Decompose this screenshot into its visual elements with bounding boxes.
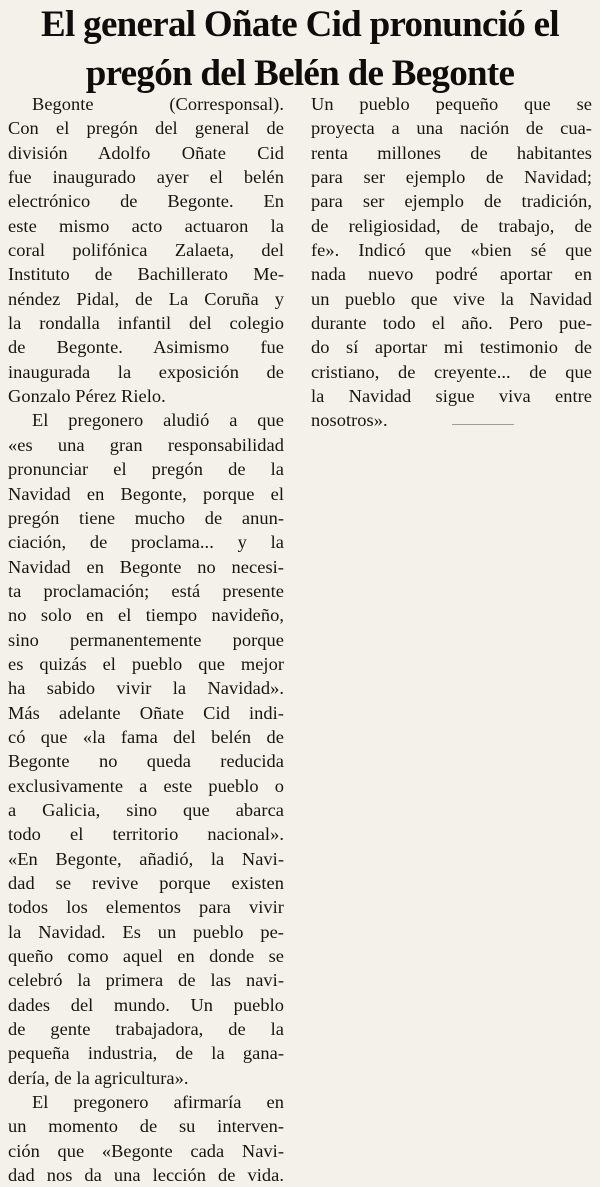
article-text-line: pregón tiene mucho de anun-	[8, 507, 284, 528]
article-text-line: do sí aportar mi testimonio de	[311, 337, 592, 358]
article-text-line: nosotros».	[311, 410, 388, 431]
article-text-line: coral polifónica Zalaeta, del	[8, 240, 284, 261]
article-text-line: ha sabido vivir la Navidad».	[8, 678, 284, 699]
article-text-line: la Navidad. Es un pueblo pe-	[8, 921, 284, 942]
article-text-line: pronunciar el pregón de la	[8, 459, 284, 480]
article-text-line: Begonte no queda reducida	[8, 751, 284, 772]
article-text-line: El pregonero afirmaría en	[32, 1092, 284, 1113]
article-text-line: renta millones de habitantes	[311, 142, 592, 163]
article-text-line: ciación, de proclama... y la	[8, 532, 284, 553]
article-text-line: queño como aquel en donde se	[8, 946, 284, 967]
article-text-line: có que «la fama del belén de	[8, 726, 284, 747]
article-text-line: todo el territorio nacional».	[8, 824, 284, 845]
article-text-line: un pueblo que vive la Navidad	[311, 288, 592, 309]
article-text-line: Con el pregón del general de	[8, 118, 284, 139]
article-text-line: proyecta a una nación de cua-	[311, 118, 592, 139]
article-text-line: pequeña industria, de la gana-	[8, 1043, 284, 1064]
article-text-line: para ser ejemplo de Navidad;	[311, 167, 592, 188]
article-text-line: no solo en el tiempo navideño,	[8, 605, 284, 626]
article-text-line: todos los elementos para vivir	[8, 897, 284, 918]
article-text-line: Más adelante Oñate Cid indi-	[8, 702, 284, 723]
article-text-line: Gonzalo Pérez Rielo.	[8, 386, 166, 407]
article-text-line: sino permanentemente porque	[8, 629, 284, 650]
article-text-line: «es una gran responsabilidad	[8, 434, 284, 455]
article-text-line: ta proclamación; está presente	[8, 580, 284, 601]
article-text-line: Instituto de Bachillerato Me-	[8, 264, 284, 285]
article-text-line: la Navidad sigue viva entre	[311, 386, 592, 407]
article-text-line: Un pueblo pequeño que se	[311, 94, 592, 114]
article-text-line: un momento de su interven-	[8, 1116, 284, 1137]
article-text-line: de religiosidad, de trabajo, de	[311, 215, 592, 236]
article-text-line: este mismo acto actuaron la	[8, 215, 284, 236]
headline-line-1: El general Oñate Cid pronunció el	[41, 4, 559, 45]
article-text-line: Navidad en Begonte, porque el	[8, 483, 284, 504]
article-text-line: la rondalla infantil del colegio	[8, 313, 284, 334]
article-text-line: de gente trabajadora, de la	[8, 1019, 284, 1040]
article-text-line: néndez Pidal, de La Coruña y	[8, 288, 284, 309]
article-text-line: inaugurada la exposición de	[8, 361, 284, 382]
article-headline	[0, 0, 600, 98]
article-text-line: a Galicia, sino que abarca	[8, 799, 284, 820]
article-column-right	[311, 92, 592, 433]
article-text-line: de Begonte. Asimismo fue	[8, 337, 284, 358]
article-text-line: dería, de la agricultura».	[8, 1067, 189, 1088]
article-text-line: exclusivamente a este pueblo o	[8, 775, 284, 796]
article-text-line: para ser ejemplo de tradición,	[311, 191, 592, 212]
article-text-line: división Adolfo Oñate Cid	[8, 142, 284, 163]
article-text-line: nada nuevo podré aportar en	[311, 264, 592, 285]
article-column-left	[8, 92, 284, 1187]
article-text-line: dad nos da una lección de vida.	[8, 1165, 284, 1186]
article-text-line: fue inaugurado ayer el belén	[8, 167, 284, 188]
headline-line-2: pregón del Belén de Begonte	[85, 53, 515, 94]
article-text-line: electrónico de Begonte. En	[8, 191, 284, 212]
article-text-line: dades del mundo. Un pueblo	[8, 994, 284, 1015]
article-text-line: Navidad en Begonte no necesi-	[8, 556, 284, 577]
article-text-line: celebró la primera de las navi-	[8, 970, 284, 991]
article-text-line: durante todo el año. Pero pue-	[311, 313, 592, 334]
article-text-line: «En Begonte, añadió, la Navi-	[8, 848, 284, 869]
end-of-article-rule	[452, 424, 514, 425]
article-text-line: ción que «Begonte cada Navi-	[8, 1140, 284, 1161]
article-text-line: Begonte (Corresponsal).	[32, 94, 284, 114]
article-text-line: cristiano, de creyente... de que	[311, 361, 592, 382]
article-text-line: El pregonero aludió a que	[32, 410, 284, 431]
article-text-line: fe». Indicó que «bien sé que	[311, 240, 592, 261]
article-text-line: es quizás el pueblo que mejor	[8, 653, 284, 674]
article-text-line: dad se revive porque existen	[8, 873, 284, 893]
